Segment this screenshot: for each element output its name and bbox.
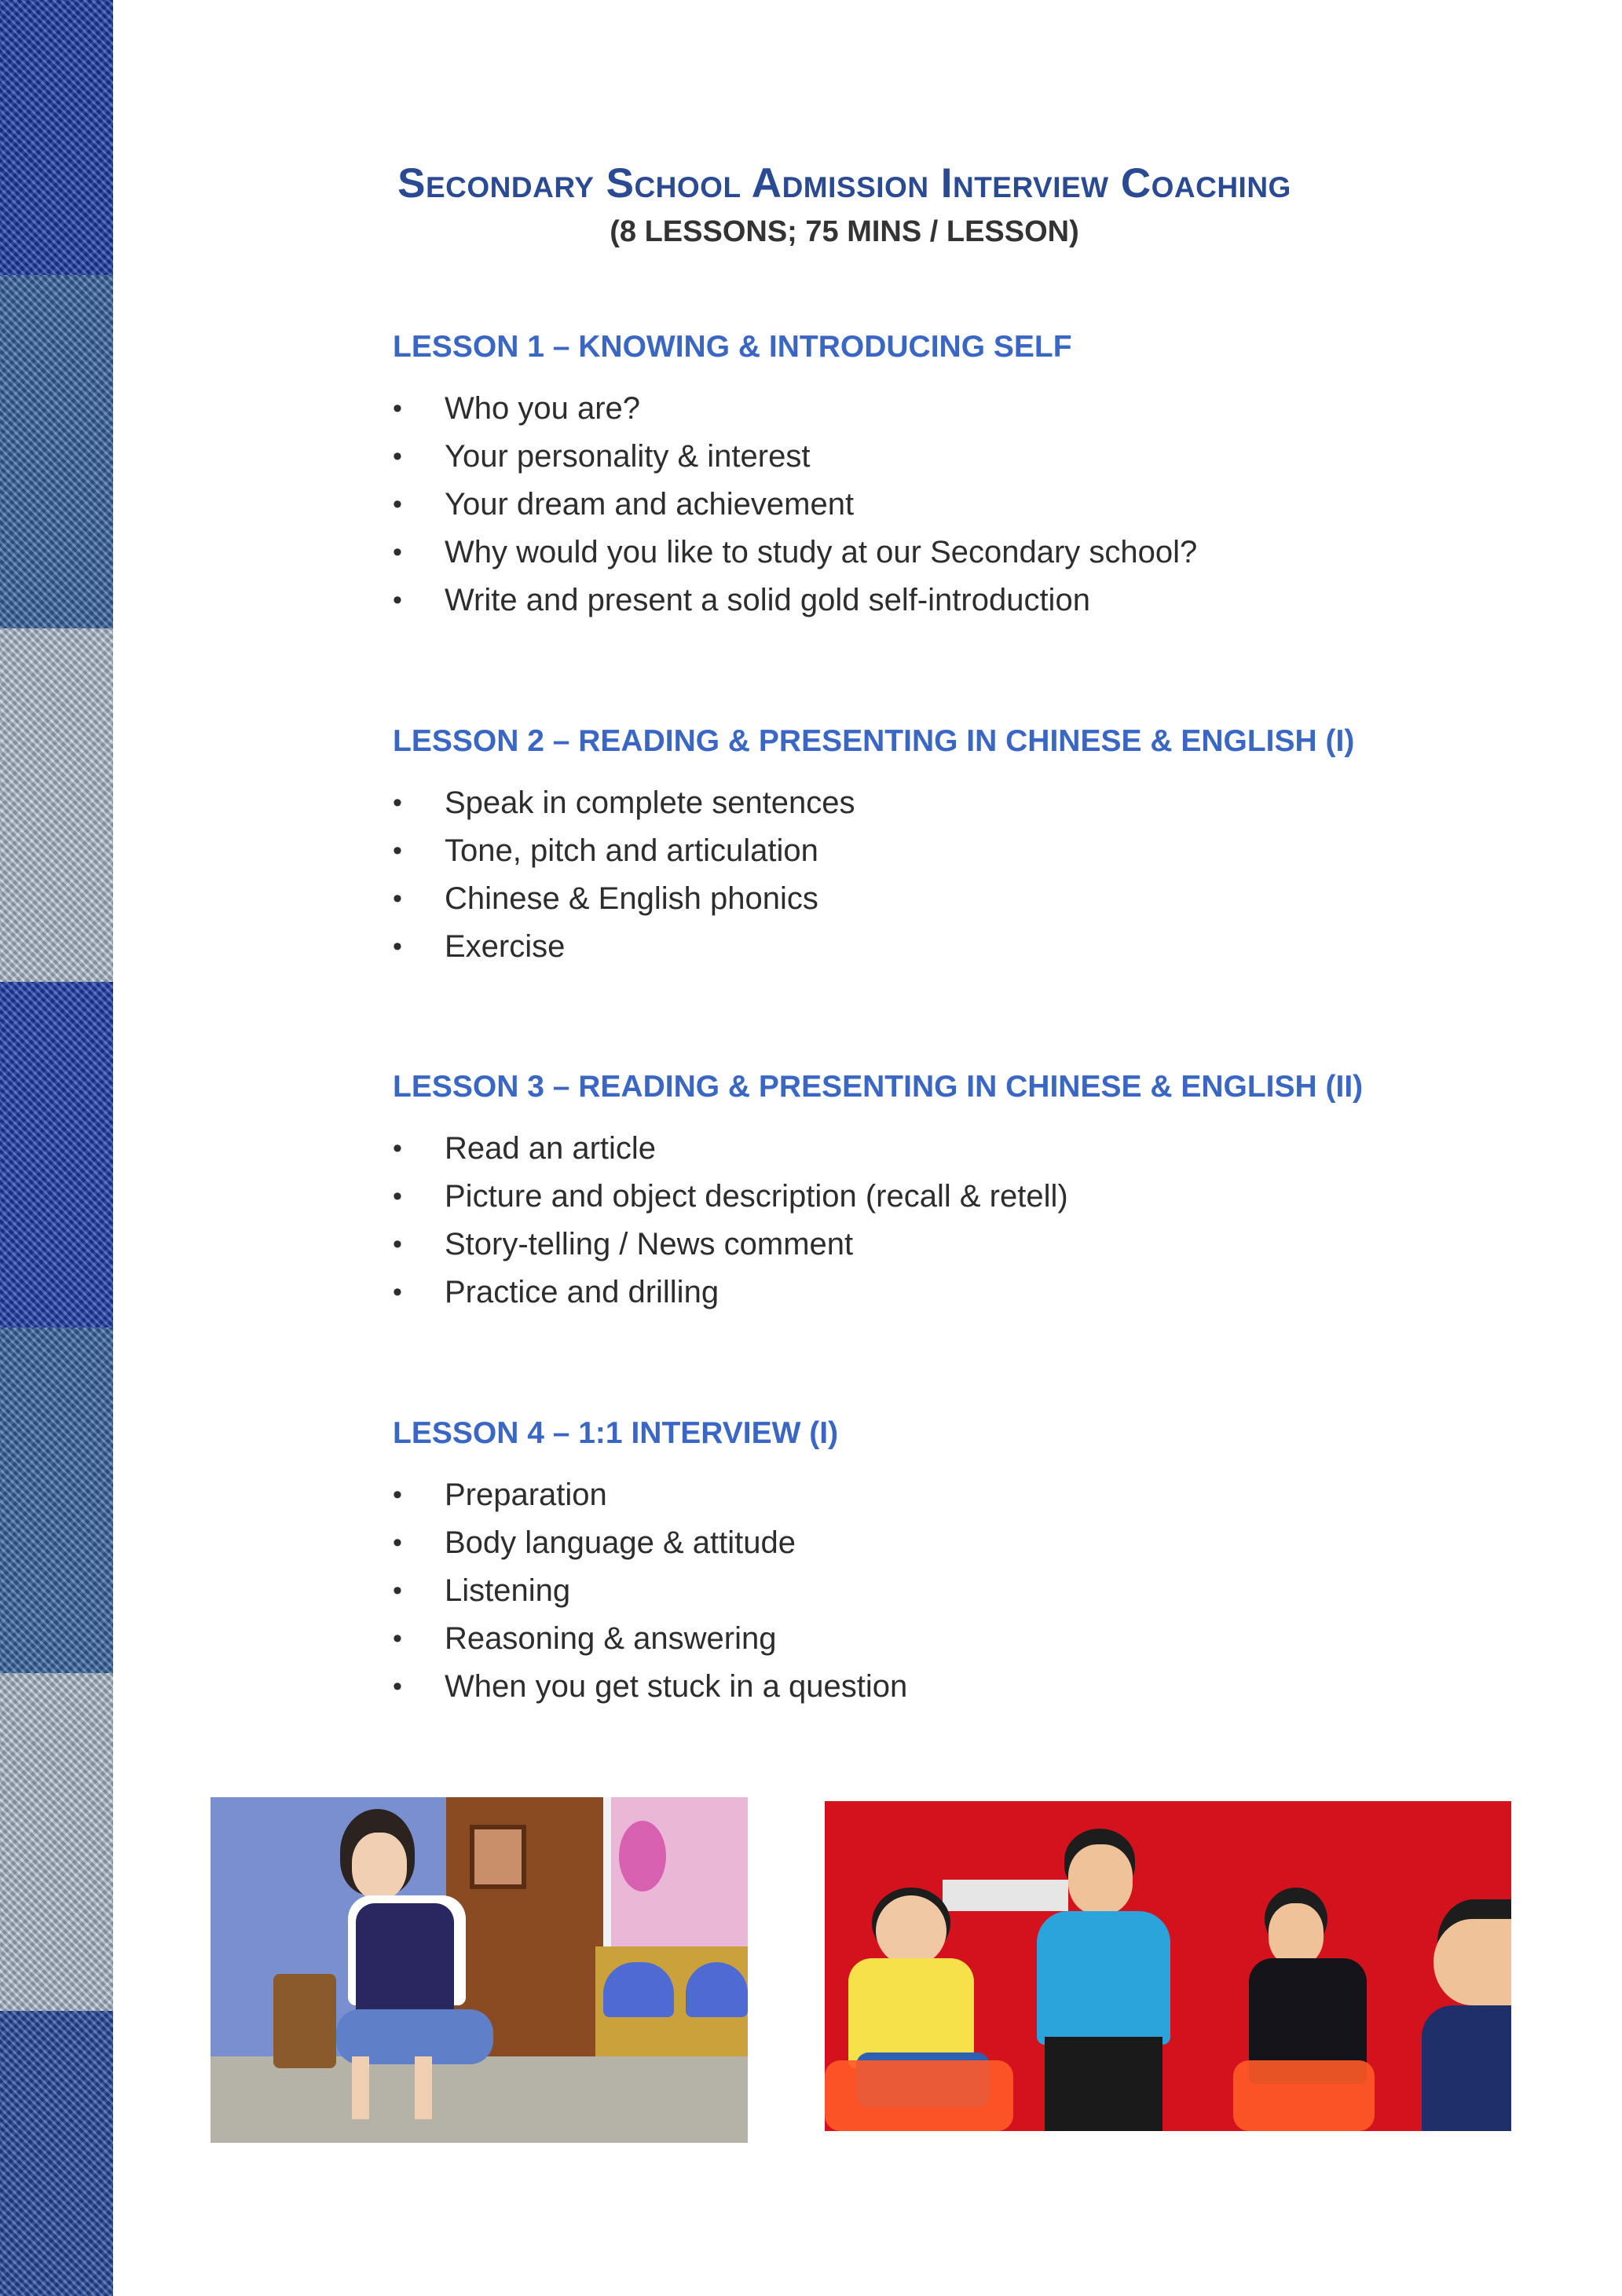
bullet-icon: • bbox=[393, 884, 402, 914]
list-item bbox=[393, 529, 1492, 577]
list-item bbox=[393, 875, 1492, 923]
list-item-text: Listening bbox=[445, 1573, 571, 1608]
lesson-section-3 bbox=[393, 1070, 1492, 1316]
bullet-icon: • bbox=[393, 489, 402, 519]
list-item bbox=[393, 1519, 1492, 1567]
list-item bbox=[393, 1615, 1492, 1663]
list-item-text: Why would you like to study at our Secondary school? bbox=[445, 535, 1198, 569]
list-item bbox=[393, 1221, 1492, 1269]
bullet-icon: • bbox=[393, 1480, 402, 1510]
list-item-text: Reasoning & answering bbox=[445, 1621, 777, 1656]
bullet-icon: • bbox=[393, 1624, 402, 1653]
list-item-text: Practice and drilling bbox=[445, 1275, 719, 1309]
page-title: Secondary School Admission Interview Coaching bbox=[397, 160, 1291, 207]
bullet-icon: • bbox=[393, 1229, 402, 1259]
bullet-icon: • bbox=[393, 394, 402, 423]
list-item-text: Read an article bbox=[445, 1131, 657, 1166]
list-item-text: Story-telling / News comment bbox=[445, 1227, 854, 1262]
list-item-text: When you get stuck in a question bbox=[445, 1669, 908, 1704]
list-item-text: Preparation bbox=[445, 1478, 607, 1512]
bullet-icon: • bbox=[393, 836, 402, 866]
list-item-text: Body language & attitude bbox=[445, 1525, 796, 1560]
photo-student-interview bbox=[211, 1797, 748, 2143]
list-item bbox=[393, 827, 1492, 875]
bullet-icon: • bbox=[393, 537, 402, 567]
bullet-icon: • bbox=[393, 1277, 402, 1307]
lesson-heading: LESSON 3 – READING & PRESENTING IN CHINESE & ENGLISH (II) bbox=[393, 1070, 1364, 1104]
list-item-text: Your personality & interest bbox=[445, 439, 811, 474]
strip-band bbox=[0, 982, 113, 1327]
decorative-denim-strip bbox=[0, 0, 113, 2296]
bullet-icon: • bbox=[393, 1133, 402, 1163]
list-item bbox=[393, 923, 1492, 971]
list-item bbox=[393, 433, 1492, 481]
bullet-icon: • bbox=[393, 1528, 402, 1558]
bullet-icon: • bbox=[393, 788, 402, 818]
lesson-section-1 bbox=[393, 330, 1492, 624]
list-item-text: Picture and object description (recall & retell) bbox=[445, 1179, 1068, 1214]
lesson-heading: LESSON 2 – READING & PRESENTING IN CHINESE & ENGLISH (I) bbox=[393, 724, 1355, 758]
list-item-text: Chinese & English phonics bbox=[445, 881, 818, 916]
lesson-bullet-list bbox=[393, 1125, 1492, 1316]
lesson-bullet-list bbox=[393, 385, 1492, 624]
list-item-text: Who you are? bbox=[445, 391, 641, 426]
strip-band bbox=[0, 1327, 113, 1673]
lesson-heading: LESSON 1 – KNOWING & INTRODUCING SELF bbox=[393, 330, 1072, 364]
lesson-heading: LESSON 4 – 1:1 INTERVIEW (I) bbox=[393, 1416, 839, 1450]
page-subtitle: (8 LESSONS; 75 MINS / LESSON) bbox=[610, 215, 1079, 248]
strip-band bbox=[0, 628, 113, 982]
lesson-section-4 bbox=[393, 1416, 1492, 1711]
bullet-icon: • bbox=[393, 585, 402, 615]
list-item bbox=[393, 1125, 1492, 1173]
list-item bbox=[393, 1663, 1492, 1711]
list-item bbox=[393, 1269, 1492, 1316]
list-item-text: Tone, pitch and articulation bbox=[445, 833, 818, 868]
strip-band bbox=[0, 275, 113, 628]
list-item bbox=[393, 577, 1492, 624]
strip-band bbox=[0, 2011, 113, 2296]
list-item bbox=[393, 1567, 1492, 1615]
list-item-text: Your dream and achievement bbox=[445, 487, 855, 522]
list-item-text: Write and present a solid gold self-introduction bbox=[445, 583, 1090, 617]
bullet-icon: • bbox=[393, 441, 402, 471]
list-item bbox=[393, 1173, 1492, 1221]
lesson-section-2 bbox=[393, 724, 1492, 971]
lesson-bullet-list bbox=[393, 1471, 1492, 1711]
lesson-bullet-list bbox=[393, 779, 1492, 971]
bullet-icon: • bbox=[393, 1576, 402, 1606]
list-item bbox=[393, 1471, 1492, 1519]
strip-band bbox=[0, 1673, 113, 2011]
strip-band bbox=[0, 0, 113, 275]
bullet-icon: • bbox=[393, 1672, 402, 1701]
bullet-icon: • bbox=[393, 1181, 402, 1211]
list-item bbox=[393, 481, 1492, 529]
list-item-text: Exercise bbox=[445, 929, 566, 964]
bullet-icon: • bbox=[393, 932, 402, 961]
list-item bbox=[393, 385, 1492, 433]
list-item bbox=[393, 779, 1492, 827]
photo-group-interview bbox=[825, 1801, 1511, 2131]
list-item-text: Speak in complete sentences bbox=[445, 785, 855, 820]
